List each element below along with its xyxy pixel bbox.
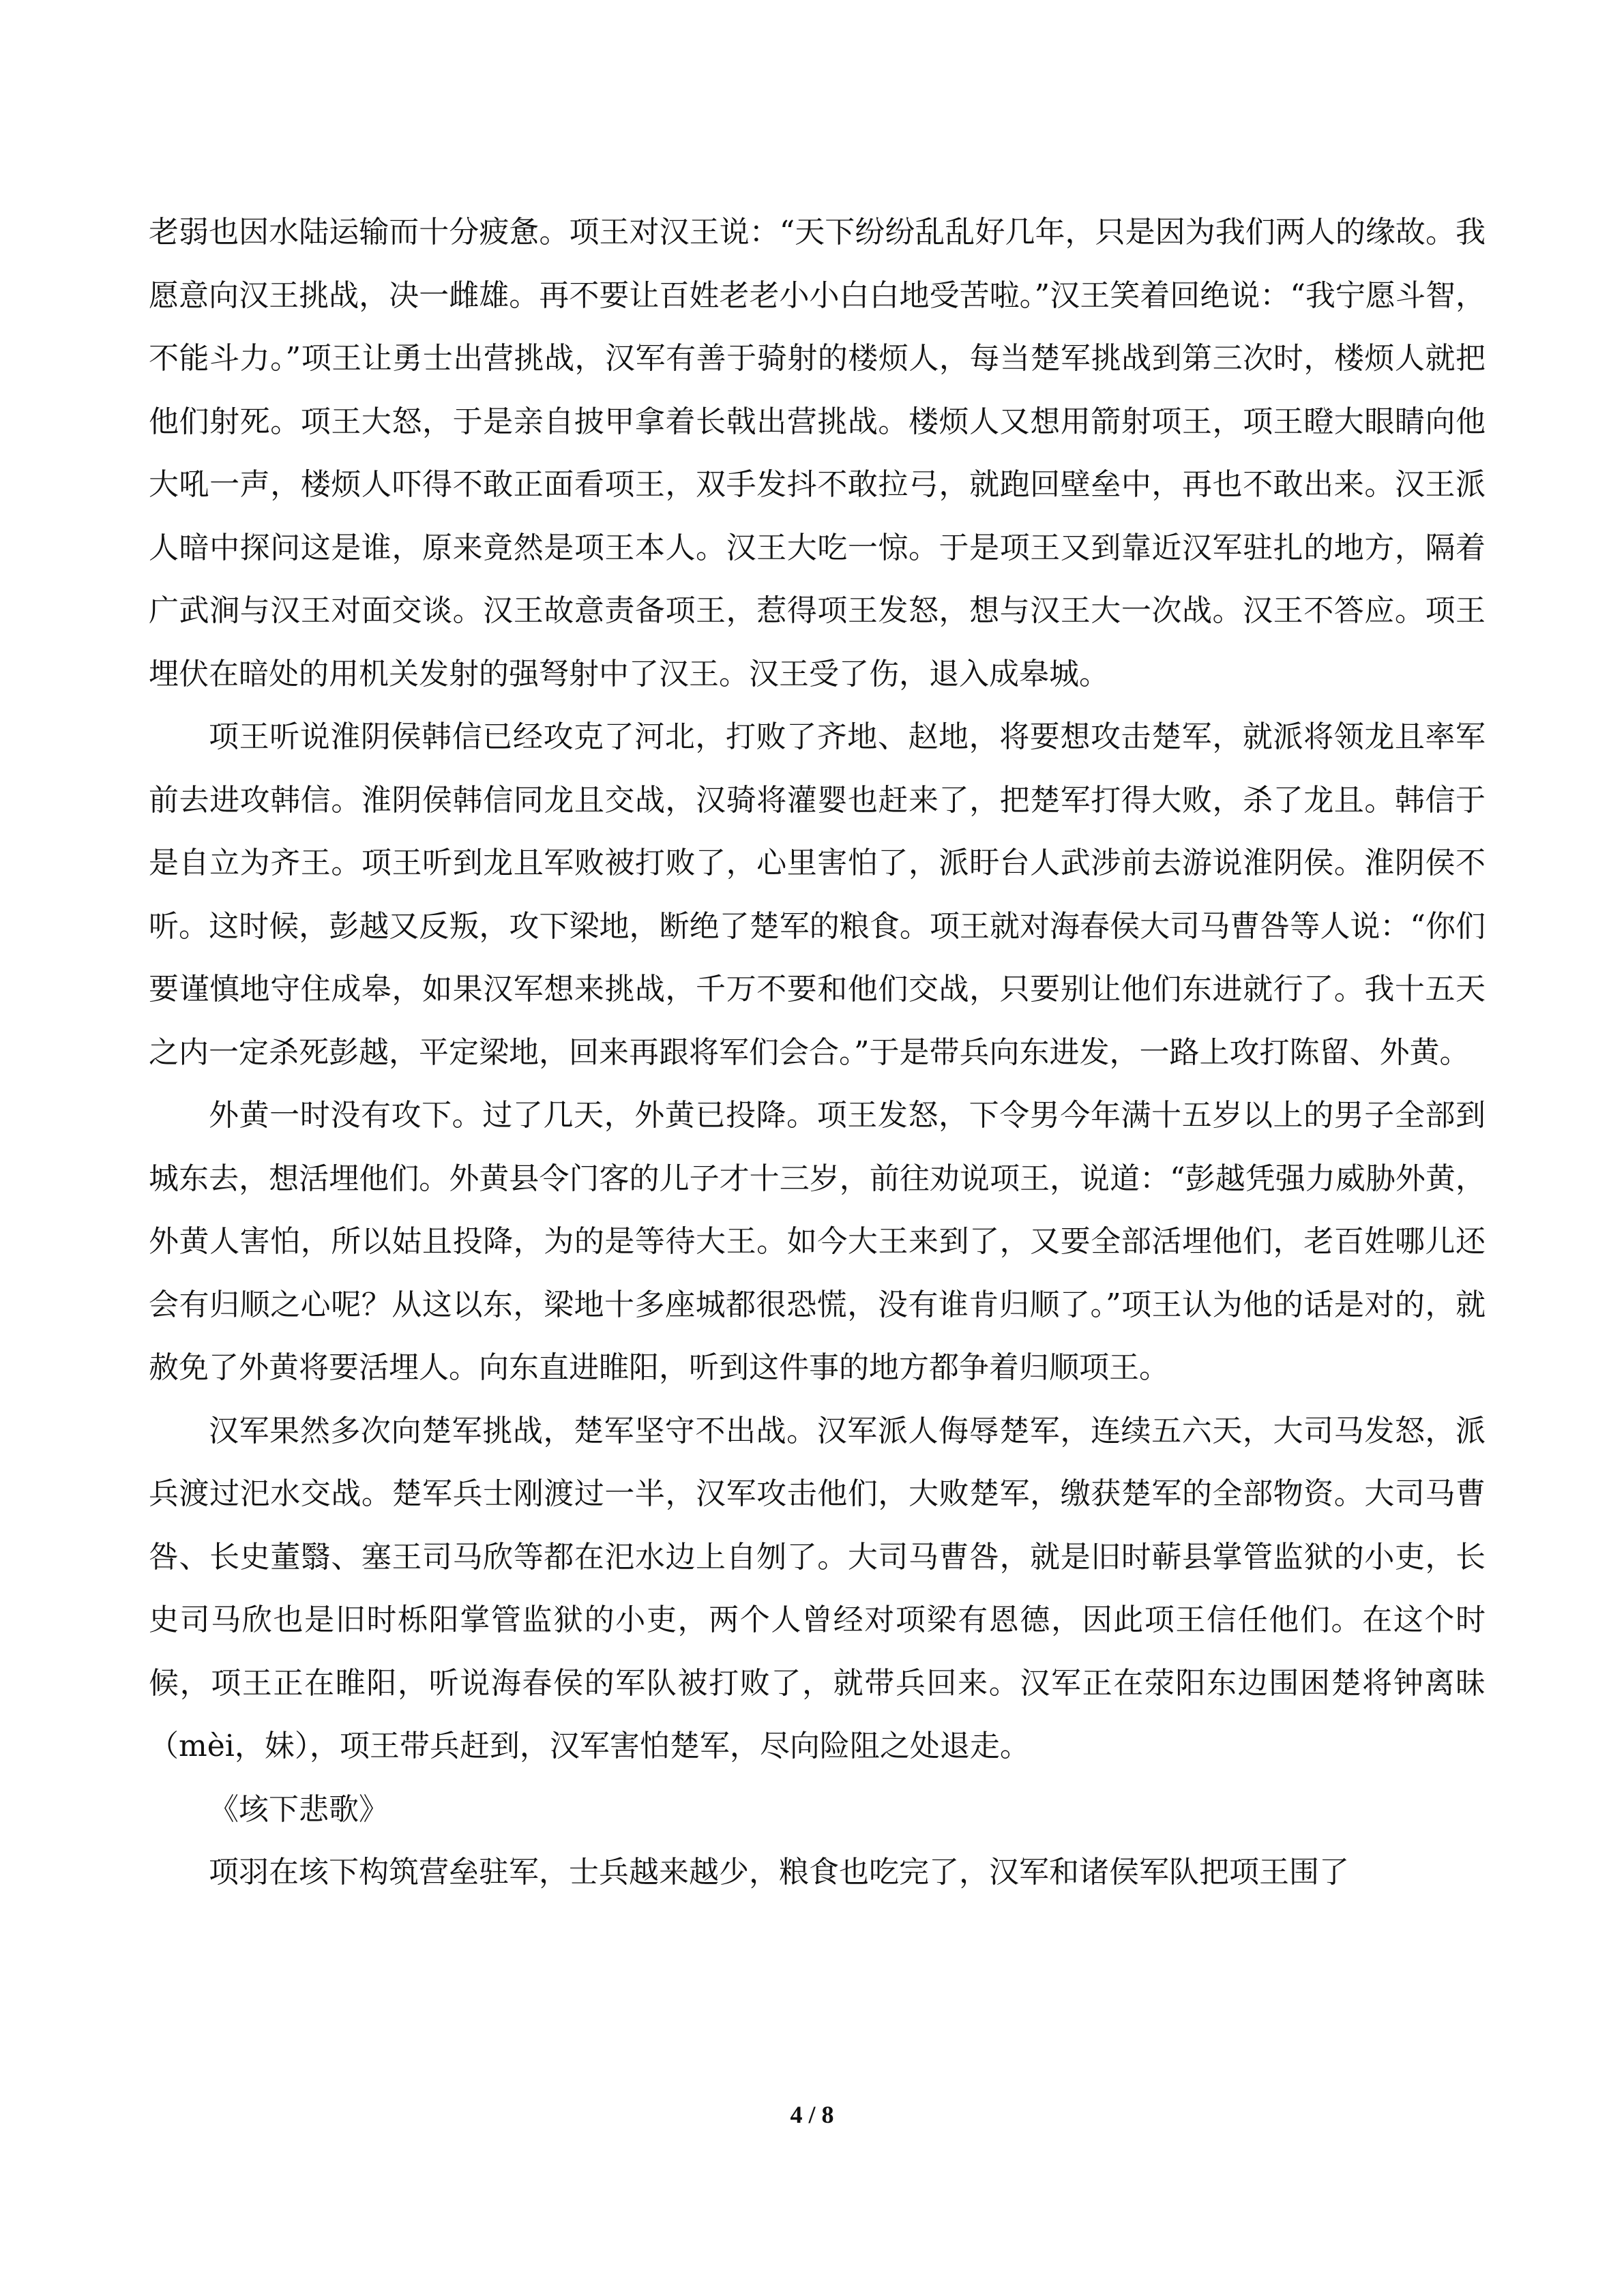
paragraph-3: 外黄一时没有攻下。过了几天，外黄已投降。项王发怒，下令男今年满十五岁以上的男子全部到城东去，想活埋他们。外黄县令门客的儿子才十三岁，前往劝说项王，说道：“彭越凭强力威胁外黄，外黄人害怕，所以姑且投降，为的是等待大王。如今大王来到了，又要全部活埋他们，老百姓哪儿还会有归顺之心呢？从这以东，梁地十多座城都很恐慌，没有谁肯归顺了。”项王认为他的话是对的，就赦免了外黄将要活埋人。向东直进睢阳，听到这件事的地方都争着归顺项王。 [149,1098,1486,1385]
paragraph-2: 项王听说淮阴侯韩信已经攻克了河北，打败了齐地、赵地，将要想攻击楚军，就派将领龙且率军前去进攻韩信。淮阴侯韩信同龙且交战，汉骑将灌婴也赶来了，把楚军打得大败，杀了龙且。韩信于是自立为齐王。项王听到龙且军败被打败了，心里害怕了，派盱台人武涉前去游说淮阴侯。淮阴侯不听。这时候，彭越又反叛，攻下梁地，断绝了楚军的粮食。项王就对海春侯大司马曹咎等人说：“你们要谨慎地守住成皋，如果汉军想来挑战，千万不要和他们交战，只要别让他们东进就行了。我十五天之内一定杀死彭越，平定梁地，回来再跟将军们会合。”于是带兵向东进发，一路上攻打陈留、外黄。 [149,719,1486,1070]
paragraph-1: 老弱也因水陆运输而十分疲惫。项王对汉王说：“天下纷纷乱乱好几年，只是因为我们两人的缘故。我愿意向汉王挑战，决一雌雄。再不要让百姓老老小小白白地受苦啦。”汉王笑着回绝说：“我宁愿斗智，不能斗力。”项王让勇士出营挑战，汉军有善于骑射的楼烦人，每当楚军挑战到第三次时，楼烦人就把他们射死。项王大怒，于是亲自披甲拿着长戟出营挑战。楼烦人又想用箭射项王，项王瞪大眼睛向他大吼一声，楼烦人吓得不敢正面看项王，双手发抖不敢拉弓，就跑回壁垒中，再也不敢出来。汉王派人暗中探问这是谁，原来竟然是项王本人。汉王大吃一惊。于是项王又到靠近汉军驻扎的地方，隔着广武涧与汉王对面交谈。汉王故意责备项王，惹得项王发怒，想与汉王大一次战。汉王不答应。项王埋伏在暗处的用机关发射的强弩射中了汉王。汉王受了伤，退入成皋城。 [149,215,1486,691]
paragraph-5: 项羽在垓下构筑营垒驻军，士兵越来越少，粮食也吃完了，汉军和诸侯军队把项王围了 [209,1855,1349,1890]
section-heading: 《垓下悲歌》 [209,1791,389,1827]
paragraph-4: 汉军果然多次向楚军挑战，楚军坚守不出战。汉军派人侮辱楚军，连续五六天，大司马发怒，派兵渡过汜水交战。楚军兵士刚渡过一半，汉军攻击他们，大败楚军，缴获楚军的全部物资。大司马曹咎、长史董翳、塞王司马欣等都在汜水边上自刎了。大司马曹咎，就是旧时蕲县掌管监狱的小吏，长史司马欣也是旧时栎阳掌管监狱的小吏，两个人曾经对项梁有恩德，因此项王信任他们。在这个时候，项王正在睢阳，听说海春侯的军队被打败了，就带兵回来。汉军正在荥阳东边围困楚将钟离昧（mèi，妹），项王带兵赶到，汉军害怕楚军，尽向险阻之处退走。 [149,1413,1486,1763]
page-number: 4 / 8 [790,2101,834,2128]
body-text [149,201,1486,1905]
